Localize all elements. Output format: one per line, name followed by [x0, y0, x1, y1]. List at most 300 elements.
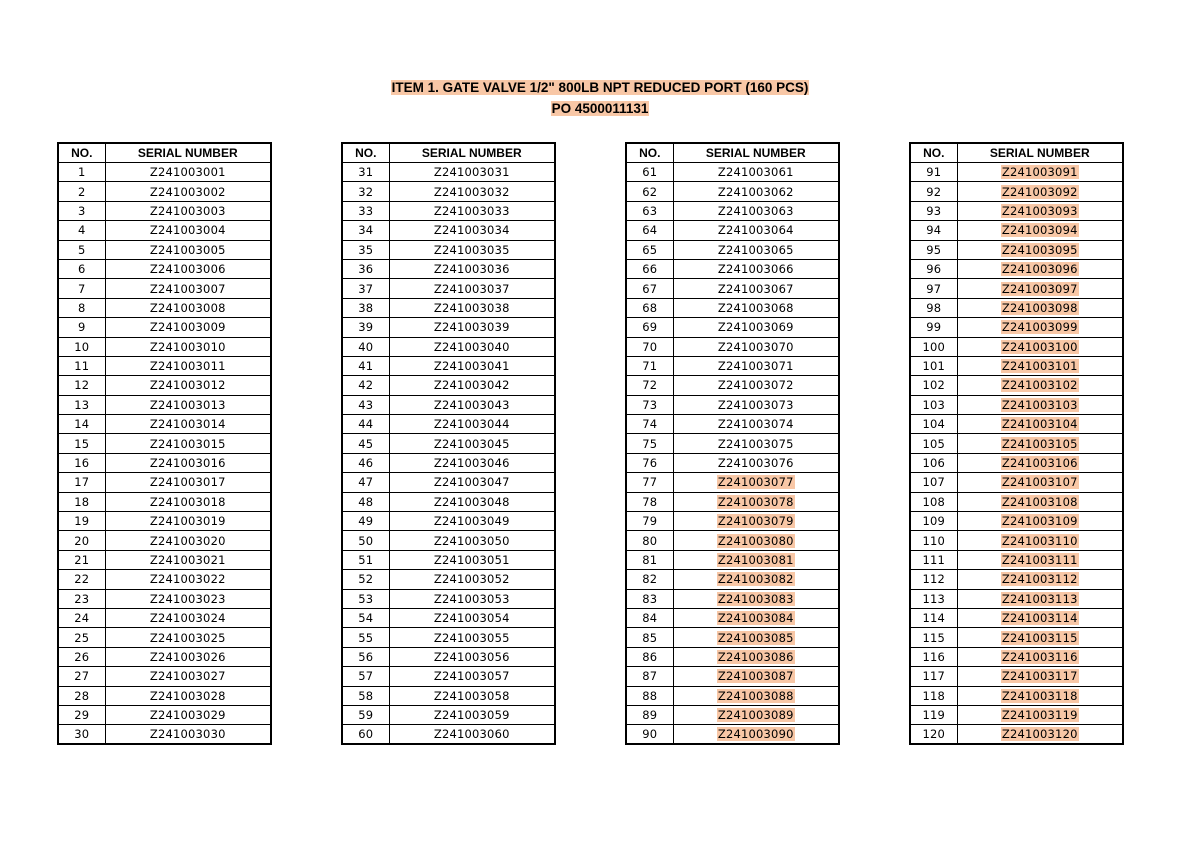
- row-number: 5: [58, 240, 105, 259]
- row-number: 53: [342, 589, 389, 608]
- serial-cell: [105, 318, 271, 337]
- row-number: 31: [342, 163, 389, 182]
- table-row: [910, 531, 1123, 550]
- serial-cell: [673, 259, 839, 278]
- serial-number: Z241003097: [1001, 281, 1078, 296]
- row-number: 46: [342, 453, 389, 472]
- serial-cell: [389, 570, 555, 589]
- row-number: 106: [910, 453, 957, 472]
- serial-number: Z241003070: [717, 339, 794, 354]
- row-number: 28: [58, 686, 105, 705]
- row-number: 52: [342, 570, 389, 589]
- serial-cell: [673, 647, 839, 666]
- serial-number: Z241003047: [433, 475, 510, 490]
- row-number: 18: [58, 492, 105, 511]
- row-number: 43: [342, 395, 389, 414]
- table-row: [910, 376, 1123, 395]
- serial-cell: [957, 318, 1123, 337]
- serial-cell: [957, 298, 1123, 317]
- table-row: [58, 628, 271, 647]
- serial-number: Z241003055: [433, 630, 510, 645]
- serial-cell: [105, 376, 271, 395]
- serial-number: Z241003030: [149, 727, 226, 742]
- table-row: [910, 337, 1123, 356]
- table-row: [910, 705, 1123, 724]
- row-number: 25: [58, 628, 105, 647]
- row-number: 50: [342, 531, 389, 550]
- table-row: [58, 376, 271, 395]
- serial-number: Z241003043: [433, 397, 510, 412]
- serial-cell: [673, 686, 839, 705]
- row-number: 65: [626, 240, 673, 259]
- table-row: [910, 415, 1123, 434]
- serial-number: Z241003045: [433, 436, 510, 451]
- table-row: [342, 531, 555, 550]
- row-number: 60: [342, 725, 389, 745]
- serial-number: Z241003119: [1001, 708, 1078, 723]
- serial-number: Z241003079: [717, 514, 794, 529]
- row-number: 15: [58, 434, 105, 453]
- table-row: [58, 415, 271, 434]
- serial-cell: [105, 221, 271, 240]
- serial-cell: [105, 686, 271, 705]
- serial-cell: [105, 589, 271, 608]
- serial-number: Z241003102: [1001, 378, 1078, 393]
- row-number: 42: [342, 376, 389, 395]
- serial-cell: [105, 667, 271, 686]
- serial-number: Z241003003: [149, 203, 226, 218]
- row-number: 57: [342, 667, 389, 686]
- table-row: [910, 512, 1123, 531]
- serial-number: Z241003017: [149, 475, 226, 490]
- serial-cell: [957, 589, 1123, 608]
- serial-number: Z241003110: [1001, 533, 1078, 548]
- serial-cell: [957, 356, 1123, 375]
- table-row: [626, 686, 839, 705]
- serial-cell: [389, 240, 555, 259]
- row-number: 4: [58, 221, 105, 240]
- serial-number: Z241003038: [433, 300, 510, 315]
- row-number: 93: [910, 201, 957, 220]
- serial-cell: [673, 589, 839, 608]
- row-number: 12: [58, 376, 105, 395]
- row-number: 68: [626, 298, 673, 317]
- serial-cell: [957, 473, 1123, 492]
- serial-number: Z241003064: [717, 223, 794, 238]
- serial-table-1: [57, 142, 272, 745]
- serial-number: Z241003007: [149, 281, 226, 296]
- row-number: 94: [910, 221, 957, 240]
- table-row: [626, 725, 839, 745]
- column-header-no: NO.: [910, 143, 957, 163]
- serial-cell: [673, 376, 839, 395]
- table-row: [910, 279, 1123, 298]
- row-number: 98: [910, 298, 957, 317]
- row-number: 19: [58, 512, 105, 531]
- serial-cell: [389, 686, 555, 705]
- serial-cell: [957, 415, 1123, 434]
- serial-number: Z241003105: [1001, 436, 1078, 451]
- row-number: 1: [58, 163, 105, 182]
- row-number: 21: [58, 550, 105, 569]
- serial-cell: [673, 298, 839, 317]
- serial-cell: [389, 298, 555, 317]
- table-row: [910, 570, 1123, 589]
- serial-cell: [389, 415, 555, 434]
- serial-cell: [673, 512, 839, 531]
- table-row: [58, 725, 271, 745]
- row-number: 34: [342, 221, 389, 240]
- table-row: [626, 531, 839, 550]
- table-row: [910, 492, 1123, 511]
- row-number: 80: [626, 531, 673, 550]
- table-row: [910, 686, 1123, 705]
- row-number: 118: [910, 686, 957, 705]
- serial-table-4: [909, 142, 1124, 745]
- table-row: [342, 298, 555, 317]
- serial-number: Z241003104: [1001, 417, 1078, 432]
- row-number: 113: [910, 589, 957, 608]
- serial-number: Z241003048: [433, 494, 510, 509]
- serial-number: Z241003098: [1001, 300, 1078, 315]
- serial-number: Z241003034: [433, 223, 510, 238]
- row-number: 2: [58, 182, 105, 201]
- serial-cell: [673, 395, 839, 414]
- serial-number: Z241003092: [1001, 184, 1078, 199]
- serial-number: Z241003080: [717, 533, 794, 548]
- table-row: [58, 550, 271, 569]
- table-row: [626, 163, 839, 182]
- row-number: 114: [910, 608, 957, 627]
- serial-number: Z241003112: [1001, 572, 1078, 587]
- table-row: [342, 221, 555, 240]
- row-number: 102: [910, 376, 957, 395]
- table-row: [910, 608, 1123, 627]
- row-number: 32: [342, 182, 389, 201]
- table-row: [910, 318, 1123, 337]
- row-number: 3: [58, 201, 105, 220]
- table-row: [342, 318, 555, 337]
- serial-number: Z241003085: [717, 630, 794, 645]
- serial-cell: [957, 434, 1123, 453]
- column-header-no: NO.: [58, 143, 105, 163]
- serial-cell: [105, 279, 271, 298]
- serial-cell: [389, 531, 555, 550]
- serial-number: Z241003076: [717, 456, 794, 471]
- table-row: [910, 550, 1123, 569]
- serial-cell: [957, 492, 1123, 511]
- row-number: 40: [342, 337, 389, 356]
- serial-number: Z241003057: [433, 669, 510, 684]
- serial-number: Z241003090: [717, 727, 794, 742]
- row-number: 86: [626, 647, 673, 666]
- serial-number: Z241003109: [1001, 514, 1078, 529]
- serial-number: Z241003074: [717, 417, 794, 432]
- table-row: [626, 259, 839, 278]
- row-number: 55: [342, 628, 389, 647]
- table-row: [910, 647, 1123, 666]
- table-row: [910, 473, 1123, 492]
- row-number: 24: [58, 608, 105, 627]
- row-number: 119: [910, 705, 957, 724]
- row-number: 115: [910, 628, 957, 647]
- row-number: 79: [626, 512, 673, 531]
- row-number: 9: [58, 318, 105, 337]
- serial-cell: [957, 647, 1123, 666]
- row-number: 44: [342, 415, 389, 434]
- serial-cell: [389, 473, 555, 492]
- serial-cell: [673, 550, 839, 569]
- serial-cell: [105, 512, 271, 531]
- serial-number: Z241003094: [1001, 223, 1078, 238]
- table-row: [626, 395, 839, 414]
- serial-cell: [957, 531, 1123, 550]
- row-number: 22: [58, 570, 105, 589]
- serial-cell: [673, 725, 839, 745]
- row-number: 33: [342, 201, 389, 220]
- table-row: [58, 240, 271, 259]
- serial-cell: [957, 512, 1123, 531]
- serial-number: Z241003060: [433, 727, 510, 742]
- serial-number: Z241003106: [1001, 456, 1078, 471]
- serial-number: Z241003018: [149, 494, 226, 509]
- serial-cell: [105, 453, 271, 472]
- serial-cell: [957, 705, 1123, 724]
- row-number: 95: [910, 240, 957, 259]
- serial-number: Z241003056: [433, 649, 510, 664]
- row-number: 78: [626, 492, 673, 511]
- serial-cell: [389, 182, 555, 201]
- table-row: [58, 453, 271, 472]
- column-header-serial: SERIAL NUMBER: [957, 143, 1123, 163]
- serial-cell: [673, 570, 839, 589]
- row-number: 37: [342, 279, 389, 298]
- table-row: [58, 705, 271, 724]
- row-number: 64: [626, 221, 673, 240]
- serial-cell: [389, 628, 555, 647]
- serial-cell: [105, 608, 271, 627]
- serial-number: Z241003053: [433, 591, 510, 606]
- serial-number: Z241003095: [1001, 242, 1078, 257]
- table-row: [58, 337, 271, 356]
- serial-cell: [389, 725, 555, 745]
- serial-number: Z241003108: [1001, 494, 1078, 509]
- row-number: 62: [626, 182, 673, 201]
- row-number: 30: [58, 725, 105, 745]
- serial-cell: [389, 337, 555, 356]
- serial-number: Z241003027: [149, 669, 226, 684]
- table-row: [626, 279, 839, 298]
- serial-cell: [389, 453, 555, 472]
- serial-cell: [673, 221, 839, 240]
- column-header-serial: SERIAL NUMBER: [389, 143, 555, 163]
- row-number: 90: [626, 725, 673, 745]
- serial-number: Z241003006: [149, 262, 226, 277]
- row-number: 96: [910, 259, 957, 278]
- serial-number: Z241003046: [433, 456, 510, 471]
- table-body: [58, 163, 271, 745]
- serial-cell: [957, 667, 1123, 686]
- serial-cell: [389, 667, 555, 686]
- serial-number: Z241003039: [433, 320, 510, 335]
- table-row: [910, 259, 1123, 278]
- table-row: [626, 628, 839, 647]
- table-row: [342, 453, 555, 472]
- serial-number: Z241003049: [433, 514, 510, 529]
- serial-number: Z241003035: [433, 242, 510, 257]
- table-row: [626, 182, 839, 201]
- table-header-row: [910, 143, 1123, 163]
- serial-cell: [957, 453, 1123, 472]
- serial-cell: [389, 705, 555, 724]
- table-row: [58, 259, 271, 278]
- serial-number: Z241003001: [149, 165, 226, 180]
- serial-number: Z241003069: [717, 320, 794, 335]
- table-row: [58, 492, 271, 511]
- serial-cell: [957, 628, 1123, 647]
- serial-number: Z241003077: [717, 475, 794, 490]
- table-row: [342, 201, 555, 220]
- serial-number: Z241003031: [433, 165, 510, 180]
- serial-number: Z241003042: [433, 378, 510, 393]
- row-number: 89: [626, 705, 673, 724]
- row-number: 7: [58, 279, 105, 298]
- serial-cell: [957, 686, 1123, 705]
- row-number: 41: [342, 356, 389, 375]
- table-row: [58, 201, 271, 220]
- row-number: 108: [910, 492, 957, 511]
- row-number: 120: [910, 725, 957, 745]
- serial-number: Z241003115: [1001, 630, 1078, 645]
- serial-cell: [105, 647, 271, 666]
- row-number: 87: [626, 667, 673, 686]
- serial-table-3: [625, 142, 840, 745]
- row-number: 72: [626, 376, 673, 395]
- serial-cell: [957, 163, 1123, 182]
- serial-number: Z241003028: [149, 688, 226, 703]
- table-row: [910, 589, 1123, 608]
- table-row: [58, 395, 271, 414]
- serial-number: Z241003062: [717, 184, 794, 199]
- serial-cell: [673, 453, 839, 472]
- table-row: [910, 182, 1123, 201]
- table-row: [342, 337, 555, 356]
- row-number: 29: [58, 705, 105, 724]
- serial-number: Z241003009: [149, 320, 226, 335]
- serial-cell: [389, 550, 555, 569]
- table-row: [626, 492, 839, 511]
- serial-cell: [105, 240, 271, 259]
- row-number: 82: [626, 570, 673, 589]
- serial-cell: [673, 628, 839, 647]
- serial-cell: [105, 725, 271, 745]
- serial-number: Z241003089: [717, 708, 794, 723]
- table-row: [342, 182, 555, 201]
- table-row: [910, 395, 1123, 414]
- table-row: [342, 667, 555, 686]
- serial-number: Z241003063: [717, 203, 794, 218]
- row-number: 81: [626, 550, 673, 569]
- table-row: [58, 667, 271, 686]
- row-number: 101: [910, 356, 957, 375]
- row-number: 97: [910, 279, 957, 298]
- serial-number: Z241003081: [717, 553, 794, 567]
- serial-number: Z241003117: [1001, 669, 1078, 684]
- document-title: [0, 80, 1200, 95]
- serial-cell: [389, 589, 555, 608]
- table-row: [342, 647, 555, 666]
- serial-cell: [673, 279, 839, 298]
- table-row: [58, 608, 271, 627]
- table-row: [58, 163, 271, 182]
- table-row: [58, 182, 271, 201]
- po-number-text: PO 4500011131: [551, 101, 649, 116]
- table-row: [58, 686, 271, 705]
- row-number: 99: [910, 318, 957, 337]
- serial-number: Z241003025: [149, 630, 226, 645]
- serial-number: Z241003096: [1001, 262, 1078, 277]
- serial-number: Z241003033: [433, 203, 510, 218]
- row-number: 49: [342, 512, 389, 531]
- serial-number: Z241003002: [149, 184, 226, 199]
- table-row: [626, 376, 839, 395]
- table-row: [626, 415, 839, 434]
- po-number: [0, 101, 1200, 116]
- table-row: [910, 453, 1123, 472]
- serial-number: Z241003022: [149, 572, 226, 587]
- table-row: [58, 570, 271, 589]
- serial-cell: [105, 182, 271, 201]
- serial-number: Z241003073: [717, 397, 794, 412]
- table-row: [626, 589, 839, 608]
- serial-number: Z241003120: [1001, 727, 1078, 742]
- row-number: 45: [342, 434, 389, 453]
- serial-number: Z241003091: [1001, 165, 1078, 180]
- row-number: 39: [342, 318, 389, 337]
- serial-number: Z241003114: [1001, 611, 1078, 626]
- serial-cell: [673, 667, 839, 686]
- row-number: 17: [58, 473, 105, 492]
- serial-cell: [389, 279, 555, 298]
- table-row: [910, 240, 1123, 259]
- serial-number: Z241003107: [1001, 475, 1078, 490]
- row-number: 117: [910, 667, 957, 686]
- table-row: [342, 279, 555, 298]
- serial-cell: [105, 473, 271, 492]
- table-row: [626, 550, 839, 569]
- serial-number: Z241003113: [1001, 591, 1078, 606]
- row-number: 71: [626, 356, 673, 375]
- serial-cell: [673, 492, 839, 511]
- table-header-row: [342, 143, 555, 163]
- serial-number: Z241003084: [717, 611, 794, 626]
- serial-cell: [389, 434, 555, 453]
- serial-number: Z241003024: [149, 611, 226, 626]
- serial-number: Z241003037: [433, 281, 510, 296]
- serial-cell: [673, 182, 839, 201]
- table-row: [910, 356, 1123, 375]
- serial-cell: [957, 376, 1123, 395]
- table-row: [910, 201, 1123, 220]
- serial-number: Z241003015: [149, 436, 226, 451]
- serial-cell: [389, 492, 555, 511]
- serial-cell: [673, 705, 839, 724]
- serial-number: Z241003044: [433, 417, 510, 432]
- serial-cell: [957, 608, 1123, 627]
- table-row: [342, 492, 555, 511]
- serial-number: Z241003118: [1001, 688, 1078, 703]
- column-header-no: NO.: [342, 143, 389, 163]
